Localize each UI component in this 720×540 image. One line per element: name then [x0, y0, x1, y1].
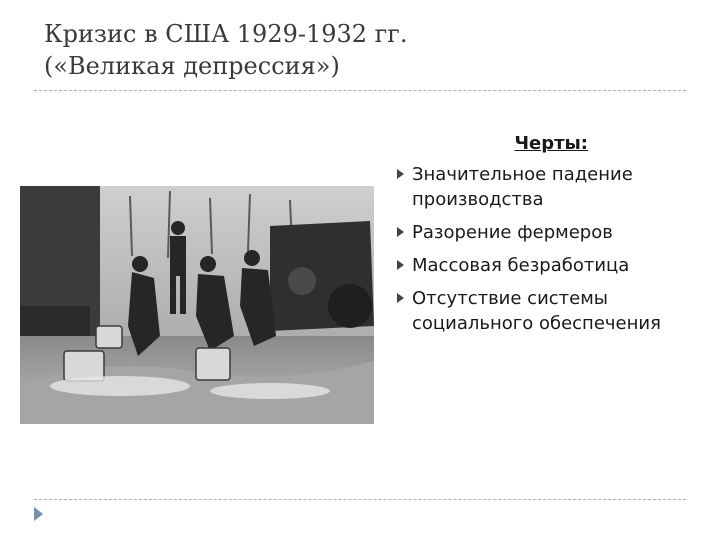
list-item	[392, 286, 692, 336]
list-item-text: Значительное падение производства	[412, 164, 633, 210]
slide-title-line-2: («Великая депрессия»)	[44, 52, 340, 80]
bottom-divider	[34, 499, 686, 500]
historical-photo	[20, 186, 374, 424]
slide-title-line-1: Кризис в США 1929-1932 гг.	[44, 20, 408, 48]
features-heading: Черты:	[514, 133, 588, 154]
features-panel	[392, 132, 692, 344]
triangle-right-icon	[397, 169, 404, 179]
top-divider	[34, 90, 686, 91]
features-list	[392, 162, 692, 336]
triangle-right-icon	[397, 227, 404, 237]
next-slide-arrow-icon[interactable]	[34, 507, 43, 521]
list-item-text: Отсутствие системы социального обеспечения	[412, 288, 661, 334]
triangle-right-icon	[397, 293, 404, 303]
list-item	[392, 162, 692, 212]
slide-title	[44, 18, 684, 82]
list-item-text: Разорение фермеров	[412, 222, 613, 243]
triangle-right-icon	[397, 260, 404, 270]
list-item-text: Массовая безработица	[412, 255, 630, 276]
list-item	[392, 220, 692, 245]
list-item	[392, 253, 692, 278]
